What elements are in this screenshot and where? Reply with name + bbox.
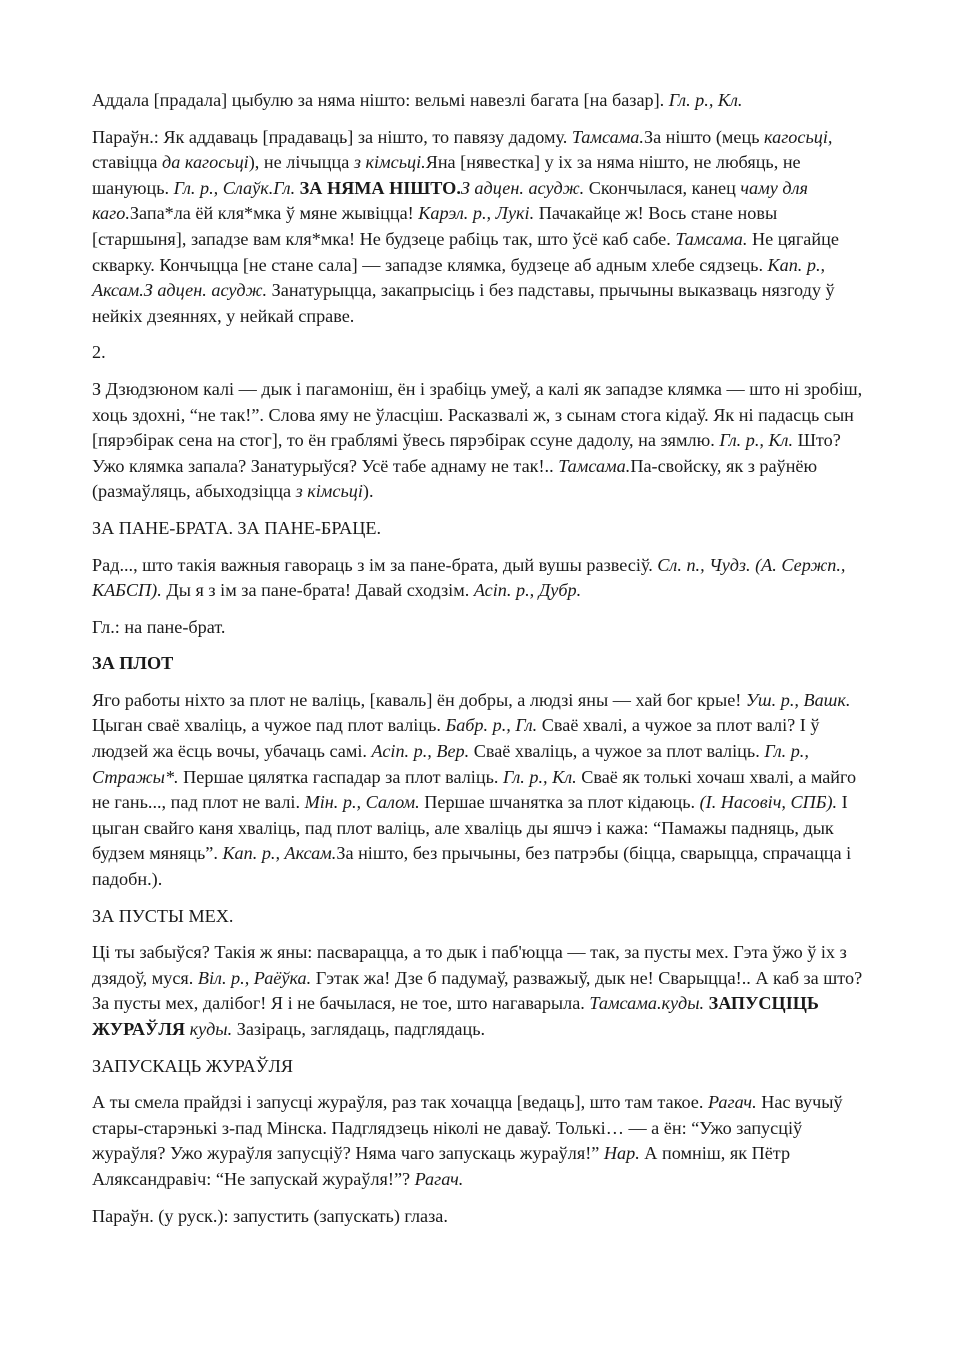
text-run: Запа*ла ёй кля*мка ў мяне жывіцца!: [129, 203, 419, 224]
text-run: За нішто (мець: [643, 126, 765, 147]
text-run: Нас вучыў стары-старэнькі з-пад Мінска. Падглядзець ніколі не даваў. Толькі… — а ён: “Ужо запусціў жураўля? Ужо жураўля запусціў? Няма чаго запускаць жураўля!”: [92, 1092, 843, 1164]
paragraph-10: [92, 904, 872, 930]
italic-run: Гл. р., Кл.: [502, 766, 577, 787]
italic-run: з кімсьці.: [353, 152, 426, 173]
text-run: І цыган свайго каня хваліць, пад плот валіць, але хваліць ды яшчэ і кажа: “Памажы падняць, дык будзем мяняць”.: [92, 792, 848, 864]
text-run: Рад..., што такія важныя гавораць з ім за пане-брата, дый вушы развесіў.: [92, 554, 658, 575]
italic-run: Асіп. р., Вер.: [371, 741, 470, 762]
text-run: Ды я з ім за пане-брата! Давай сходзім.: [161, 580, 474, 601]
italic-run: Асіп. р., Дубр.: [473, 580, 582, 601]
text-run: ставіцца: [92, 152, 163, 173]
paragraph-1: [92, 88, 872, 114]
text-run: Зазіраць, заглядаць, падглядаць.: [232, 1019, 486, 1039]
text-run: Параўн.: Як аддаваць [прадаваць] за нішто, то павязу дадому.: [92, 126, 572, 147]
text-run: Занатурыцца, закапрысіць і без падставы, прычыны выказваць нязгоду ў нейкіх дзеяннях, у нейкай справе.: [92, 280, 835, 326]
text-run: Ці ты забыўся? Такія ж яны: пасварацца, а то дык і паб'юцца — так, за пусты мех. Гэта ўжо ў іх з дзядоў, муся.: [92, 942, 847, 988]
text-run: Сваё хваліць, а чужое за плот валіць.: [469, 741, 765, 762]
text-run: Параўн. (у руск.): запустить (запускать) глаза.: [92, 1205, 448, 1226]
text-run: ЗА ПУСТЫ МЕХ.: [92, 905, 234, 926]
bold-run: ЗА ПЛОТ: [92, 653, 174, 674]
text-run: Скончылася, канец: [584, 177, 741, 198]
italic-run: Рагач.: [707, 1092, 757, 1113]
paragraph-7: [92, 615, 872, 641]
italic-run: Нар.: [603, 1143, 640, 1164]
italic-run: Тамсама.куды.: [589, 993, 705, 1014]
italic-run: Тамсама.: [675, 228, 748, 249]
paragraph-13: [92, 1090, 872, 1192]
text-run: А помніш, як Пётр Аляксандравіч: “Не запускай жураўля!”?: [92, 1143, 791, 1189]
text-run: Што? Ужо клямка запала? Занатурыўся? Усё табе аднаму не так!..: [92, 430, 841, 476]
italic-run: Кап. р., Аксам.: [222, 843, 337, 864]
paragraph-6: [92, 553, 872, 604]
italic-run: Гл. р., Кл.: [668, 90, 743, 110]
document-page: [92, 88, 872, 1240]
italic-run: Гл. р., Кл.: [719, 430, 794, 451]
text-run: Яго работы ніхто за плот не валіць, [каваль] ён добры, а людзі яны — хай бог крые!: [92, 689, 746, 710]
italic-run: З адцен. асудж.: [460, 177, 585, 198]
italic-run: з кімсьці: [295, 481, 363, 502]
paragraph-5: [92, 516, 872, 542]
text-run: З Дзюдзюном калі — дык і пагамоніш, ён і зрабіць умеў, а калі як западзе клямка — што ні зробіш, хоць здохні, “не так!”. Слова яму не ўласціш. Расказвалі ж, з сынам стога кідаў. Як ні падасць сын [пярэбірак сена на стог], то ён граблямі ўвесь пярэбірак ссуне дадолу, на зямлю.: [92, 378, 863, 451]
italic-run: кагосьці,: [764, 126, 833, 147]
paragraph-4: [92, 377, 872, 505]
italic-run: Сл. п., Чудз. (А. Сержп., КАБСП).: [92, 554, 846, 601]
text-run: Першае шчанятка за плот кідаюць.: [419, 792, 700, 813]
paragraph-3: [92, 340, 872, 366]
italic-run: Тамсама.: [571, 126, 644, 147]
text-run: 2.: [92, 342, 106, 363]
text-run: А ты смела прайдзі і запусці жураўля, раз так хочацца [ведаць], што там такое.: [92, 1092, 708, 1113]
italic-run: Уш. р., Вашк.: [745, 689, 851, 710]
text-run: Не цягайце скварку. Кончыцца [не стане сала] — западзе клямка, будзеце аб адным хлебе сядзець.: [92, 228, 839, 275]
italic-run: Кап. р., Аксам.З адцен. асудж.: [92, 254, 826, 301]
text-run: Пачакайце ж! Вось стане новы [старшыня], западзе вам кля*мка! Не будзеце рабіць так, што ўсё каб сабе.: [92, 203, 778, 249]
text-run: ЗАПУСКАЦЬ ЖУРАЎЛЯ: [92, 1055, 293, 1076]
text-run: Гл.: на пане-брат.: [92, 616, 226, 637]
text-run: ), не лічыцца: [248, 152, 354, 173]
italic-run: Тамсама.: [558, 455, 631, 476]
italic-run: Віл. р., Раёўка.: [197, 967, 312, 988]
italic-run: да кагосьці: [162, 152, 249, 173]
italic-run: Карэл. р., Лукі.: [418, 203, 535, 224]
text-run: ЗА ПАНЕ-БРАТА. ЗА ПАНЕ-БРАЦЕ.: [92, 517, 382, 538]
italic-run: Бабр. р., Гл.: [445, 715, 538, 736]
text-run: Аддала [прадала] цыбулю за няма нішто: вельмі навезлі багата [на базар].: [92, 90, 669, 110]
italic-run: Гл. р., Слаўк.Гл.: [173, 177, 296, 198]
text-run: Гэтак жа! Дзе б падумаў, разважыў, дык не! Сварыцца!.. А каб за што? За пусты мех, далібог! Я і не бачылася, не тое, што нагаварыла.: [92, 967, 863, 1014]
text-run: Першае цялятка гаспадар за плот валіць.: [178, 766, 503, 787]
italic-run: чаму для каго.: [92, 177, 808, 224]
italic-run: Мін. р., Салом.: [304, 792, 420, 813]
italic-run: (І. Насовіч, СПБ).: [699, 792, 838, 813]
italic-run: Рагач.: [414, 1168, 464, 1189]
text-run: За нішто, без прычыны, без патрэбы (біцца, сварыцца, спрачацца і падобн.).: [92, 843, 852, 890]
bold-run: ЗА НЯМА НІШТО.: [299, 177, 461, 198]
paragraph-14: [92, 1204, 872, 1230]
paragraph-9: [92, 688, 872, 893]
text-run: Па-свойску, як з раўнёю (размаўляць, абыходзіцца: [92, 455, 818, 502]
text-run: Яна [нявестка] у іх за няма нішто, не любяць, не шануюць.: [92, 152, 801, 198]
text-run: Сваё хвалі, а чужое за плот валі? І ў людзей жа ёсць вочы, убачаць самі.: [92, 715, 820, 762]
italic-run: Гл. р., Стражы*.: [92, 741, 809, 787]
bold-run: ЗАПУСЦІЦЬ ЖУРАЎЛЯ: [92, 993, 819, 1039]
text-run: Сваё як толькі хочаш хвалі, а майго не гань..., пад плот не валі.: [92, 766, 857, 813]
paragraph-11: [92, 940, 872, 1042]
text-run: Цыган сваё хваліць, а чужое пад плот валіць.: [92, 715, 446, 736]
italic-run: куды.: [189, 1019, 233, 1039]
paragraph-8: [92, 651, 872, 677]
paragraph-12: [92, 1054, 872, 1080]
text-run: ).: [362, 481, 374, 502]
paragraph-2: [92, 125, 872, 330]
